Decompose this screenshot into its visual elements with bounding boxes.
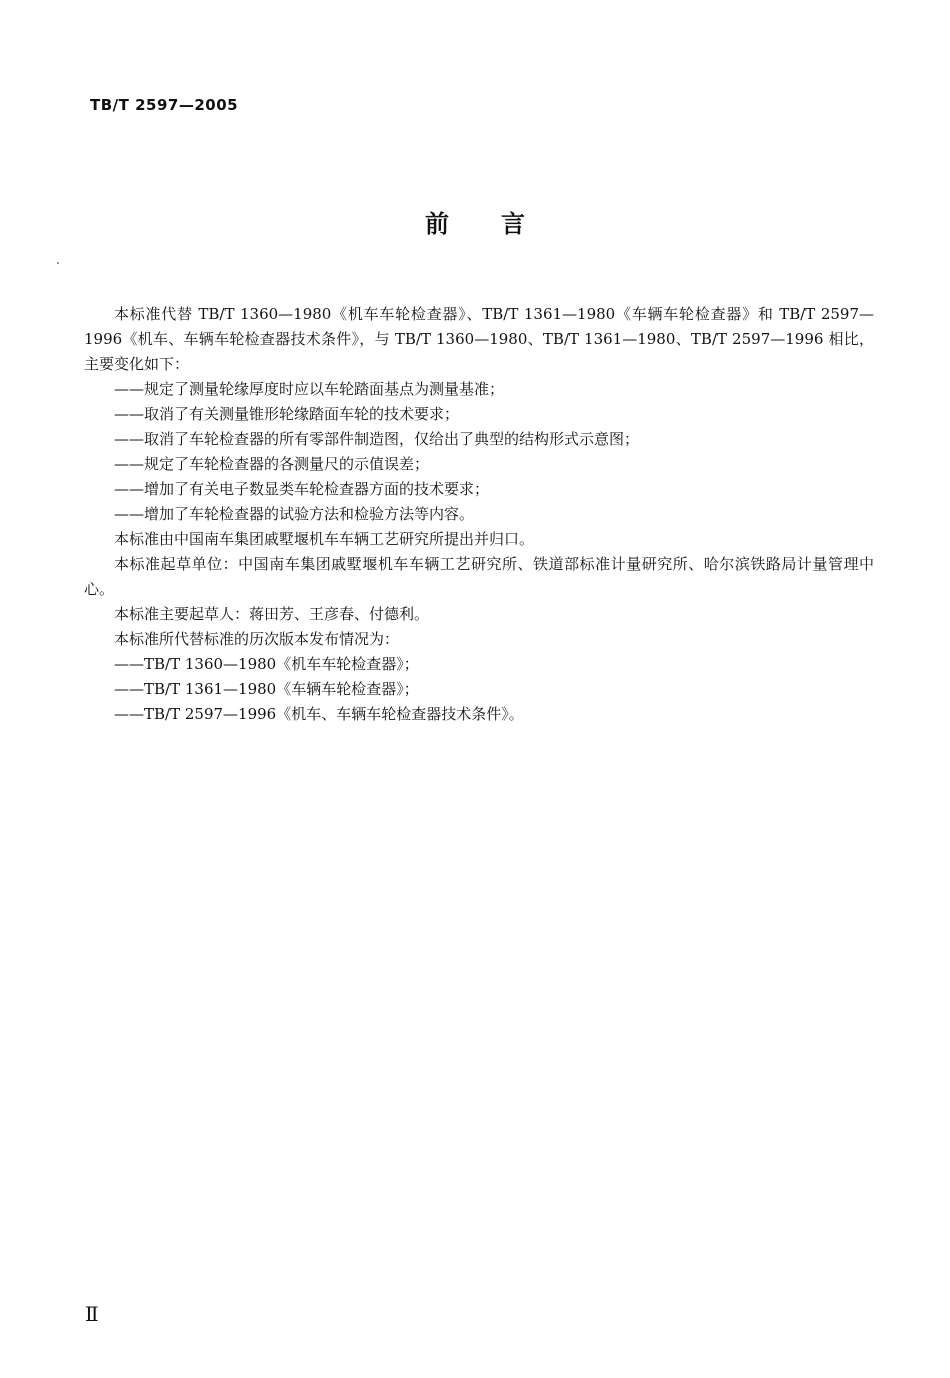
page-number: Ⅱ bbox=[85, 1302, 99, 1326]
change-item: ——增加了车轮检查器的试验方法和检验方法等内容。 bbox=[114, 505, 475, 523]
history-item: ——TB/T 1360—1980《机车车轮检查器》； bbox=[114, 655, 419, 673]
change-item: ——取消了有关测量锥形轮缘踏面车轮的技术要求； bbox=[114, 405, 460, 423]
foreword-body bbox=[84, 302, 874, 727]
drafting-units-paragraph: 本标准起草单位：中国南车集团戚墅堰机车车辆工艺研究所、铁道部标准计量研究所、哈尔滨铁路局计量管理中心。 bbox=[84, 555, 874, 598]
change-item: ——取消了车轮检查器的所有零部件制造图，仅给出了典型的结构形式示意图； bbox=[114, 430, 640, 448]
history-item: ——TB/T 1361—1980《车辆车轮检查器》； bbox=[114, 680, 419, 698]
proposer-paragraph: 本标准由中国南车集团戚墅堰机车车辆工艺研究所提出并归口。 bbox=[114, 530, 535, 548]
change-item: ——规定了测量轮缘厚度时应以车轮踏面基点为测量基准； bbox=[114, 380, 505, 398]
scan-speck bbox=[57, 262, 59, 264]
change-item: ——增加了有关电子数显类车轮检查器方面的技术要求； bbox=[114, 480, 490, 498]
page-title: 前言 bbox=[425, 210, 577, 238]
history-item: ——TB/T 2597—1996《机车、车辆车轮检查器技术条件》。 bbox=[114, 705, 524, 723]
drafters-paragraph: 本标准主要起草人：蒋田芳、王彦春、付德利。 bbox=[114, 605, 430, 623]
change-item: ——规定了车轮检查器的各测量尺的示值误差； bbox=[114, 455, 430, 473]
intro-paragraph: 本标准代替 TB/T 1360—1980《机车车轮检查器》、TB/T 1361—1980《车辆车轮检查器》和 TB/T 2597—1996《机车、车辆车轮检查器技术条件》，与 TB/T 1360—1980、TB/T 1361—1980、TB/T 2597—1996 相比，主要变化如下： bbox=[84, 305, 874, 373]
standard-code: TB/T 2597—2005 bbox=[90, 96, 239, 114]
history-intro-paragraph: 本标准所代替标准的历次版本发布情况为： bbox=[114, 630, 400, 648]
